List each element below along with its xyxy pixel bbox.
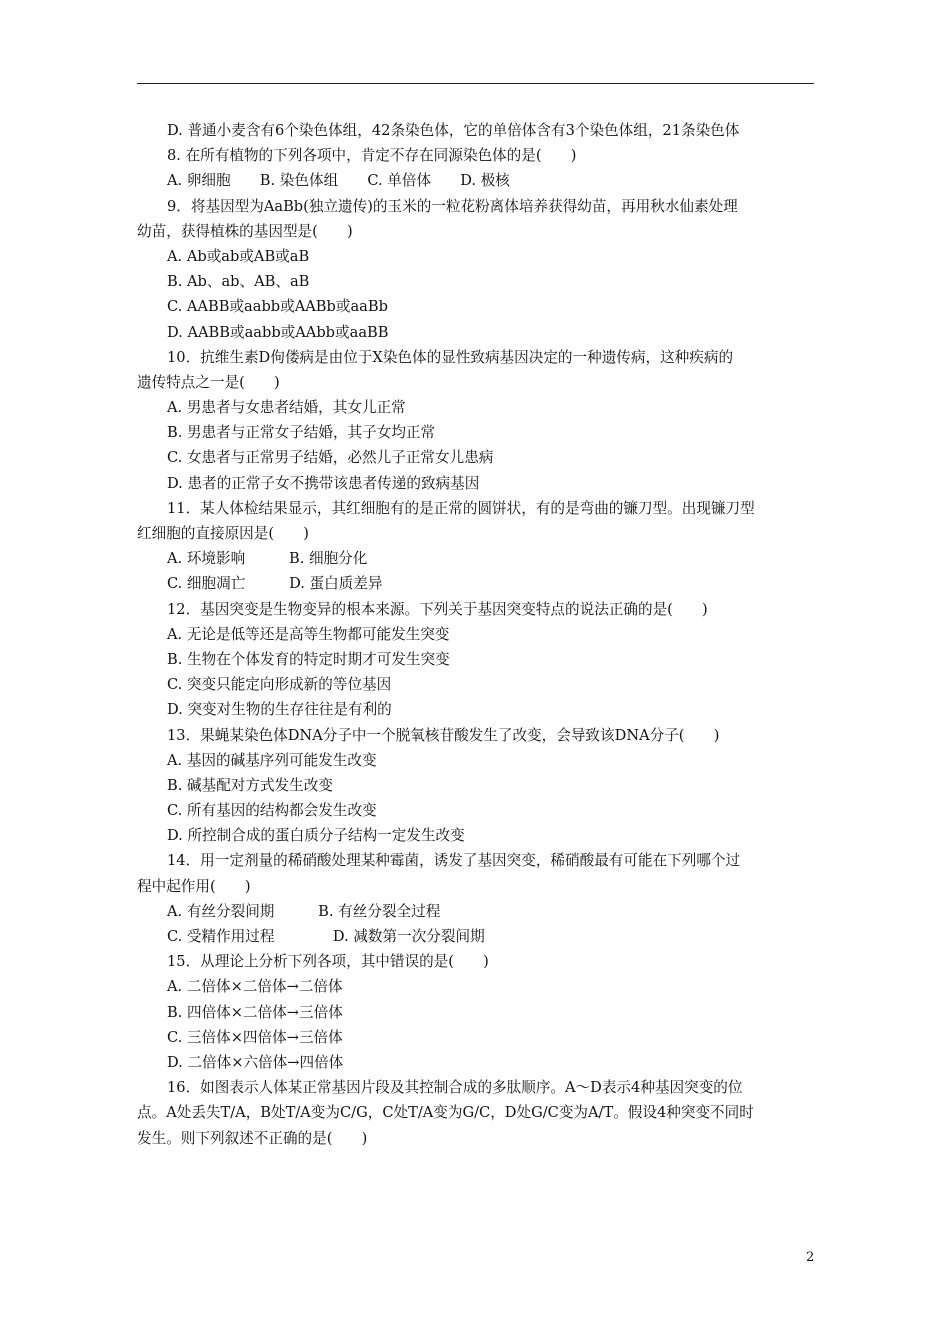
q9-option-c: C. AABB或aabb或AABb或aaBb (167, 298, 388, 316)
q16-stem-cont-2: 发生。则下列叙述不正确的是( ) (137, 1129, 368, 1147)
q9-option-b: B. Ab、ab、AB、aB (167, 273, 310, 291)
q12-option-c: C. 突变只能定向形成新的等位基因 (167, 676, 392, 694)
q9-option-a: A. Ab或ab或AB或aB (167, 247, 310, 265)
q9-option-d: D. AABB或aabb或AAbb或aaBB (167, 323, 389, 341)
q11-stem: 11．某人体检结果显示，其红细胞有的是正常的圆饼状，有的是弯曲的镰刀型。出现镰刀型 (167, 499, 755, 517)
q10-stem-cont: 遗传特点之一是( ) (137, 373, 280, 391)
q12-stem: 12．基因突变是生物变异的根本来源。下列关于基因突变特点的说法正确的是( ) (167, 600, 708, 618)
q15-option-c: C. 三倍体×四倍体→三倍体 (167, 1028, 343, 1046)
q12-option-d: D. 突变对生物的生存往往是有利的 (167, 701, 392, 719)
q13-option-d: D. 所控制合成的蛋白质分子结构一定发生改变 (167, 827, 465, 845)
q8-stem: 8. 在所有植物的下列各项中，肯定不存在同源染色体的是( ) (167, 147, 577, 165)
q13-stem: 13．果蝇某染色体DNA分子中一个脱氧核苷酸发生了改变，会导致该DNA分子( ) (167, 726, 720, 744)
page-number: 2 (806, 1250, 815, 1265)
q10-option-c: C. 女患者与正常男子结婚，必然儿子正常女儿患病 (167, 449, 494, 467)
q15-stem: 15．从理论上分析下列各项，其中错误的是( ) (167, 953, 489, 971)
q9-stem-cont: 幼苗，获得植株的基因型是( ) (137, 222, 353, 240)
q11-options-cd: C. 细胞凋亡 D. 蛋白质差异 (167, 575, 383, 593)
q12-option-b: B. 生物在个体发育的特定时期才可发生突变 (167, 650, 450, 668)
q14-stem: 14．用一定剂量的稀硝酸处理某种霉菌，诱发了基因突变，稀硝酸最有可能在下列哪个过 (167, 852, 741, 870)
q11-stem-cont: 红细胞的直接原因是( ) (137, 525, 309, 542)
q10-option-a: A. 男患者与女患者结婚，其女儿正常 (167, 399, 406, 417)
q15-option-a: A. 二倍体×二倍体→二倍体 (167, 978, 343, 996)
q7-option-d: D. 普通小麦含有6个染色体组，42条染色体，它的单倍体含有3个染色体组，21条染色体 (167, 122, 740, 139)
q13-option-a: A. 基因的碱基序列可能发生改变 (167, 751, 377, 769)
q14-options-ab: A. 有丝分裂间期 B. 有丝分裂全过程 (167, 902, 441, 920)
q10-option-d: D. 患者的正常子女不携带该患者传递的致病基因 (167, 474, 480, 492)
q9-stem: 9．将基因型为AaBb(独立遗传)的玉米的一粒花粉离体培养获得幼苗，再用秋水仙素处理 (167, 197, 738, 215)
header-rule (137, 83, 814, 84)
q11-options-ab: A. 环境影响 B. 细胞分化 (167, 550, 368, 568)
q15-option-d: D. 二倍体×六倍体→四倍体 (167, 1053, 344, 1071)
q13-option-b: B. 碱基配对方式发生改变 (167, 776, 333, 794)
page-body (137, 118, 814, 1151)
q16-stem-cont-1: 点。A处丢失T/A，B处T/A变为C/G，C处T/A变为G/C，D处G/C变为A/T。假设4种突变不同时 (137, 1104, 754, 1122)
q10-option-b: B. 男患者与正常女子结婚，其子女均正常 (167, 424, 436, 442)
q14-options-cd: C. 受精作用过程 D. 减数第一次分裂间期 (167, 928, 485, 945)
q16-stem: 16．如图表示人体某正常基因片段及其控制合成的多肽顺序。A～D表示4种基因突变的位 (167, 1079, 743, 1097)
q8-options: A. 卵细胞 B. 染色体组 C. 单倍体 D. 极核 (167, 172, 510, 190)
q13-option-c: C. 所有基因的结构都会发生改变 (167, 802, 377, 820)
q12-option-a: A. 无论是低等还是高等生物都可能发生突变 (167, 625, 450, 643)
q10-stem: 10．抗维生素D佝偻病是由位于X染色体的显性致病基因决定的一种遗传病，这种疾病的 (167, 348, 734, 366)
q14-stem-cont: 程中起作用( ) (137, 877, 251, 895)
q15-option-b: B. 四倍体×二倍体→三倍体 (167, 1003, 343, 1021)
